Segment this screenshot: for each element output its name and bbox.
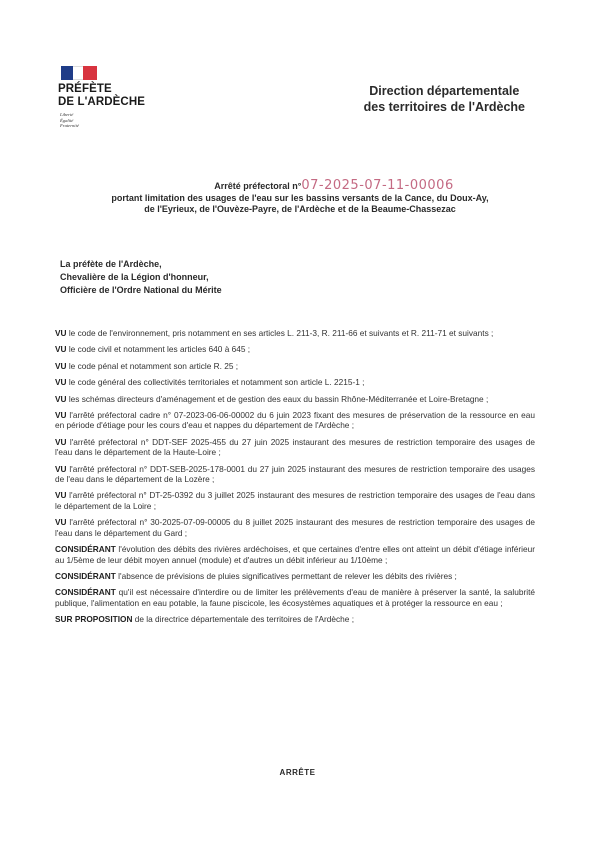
direction-line1: Direction départementale bbox=[369, 84, 520, 98]
paragraph-lead: VU bbox=[55, 377, 67, 388]
paragraph-text: l'arrêté préfectoral cadre n° 07-2023-06-06-00002 du 6 juin 2023 fixant des mesures de préservation de la ressource en eau en période d'étiage pour les cours d'eau et nappes du département de l'Ardèche ; bbox=[55, 410, 535, 431]
vu-paragraph bbox=[55, 377, 535, 387]
signatory-line2: Chevalière de la Légion d'honneur, bbox=[60, 272, 209, 282]
paragraph-lead: CONSIDÉRANT bbox=[55, 570, 116, 581]
proposition-paragraph bbox=[55, 614, 535, 624]
signatory-line3: Officière de l'Ordre National du Mérite bbox=[60, 285, 222, 295]
decree-body bbox=[55, 328, 535, 631]
considerant-paragraph bbox=[55, 544, 535, 565]
paragraph-text: l'arrêté préfectoral n° DT-25-0392 du 3 juillet 2025 instaurant des mesures de restriction temporaire des usages de l'eau dans le département de la Loire ; bbox=[55, 490, 535, 511]
signatory-line1: La préfète de l'Ardèche, bbox=[60, 259, 162, 269]
paragraph-lead: CONSIDÉRANT bbox=[55, 544, 116, 555]
paragraph-lead: VU bbox=[55, 490, 67, 501]
signatory-block bbox=[60, 258, 222, 297]
prefecture-name-line2: DE L'ARDÈCHE bbox=[58, 96, 145, 108]
paragraph-text: le code de l'environnement, pris notamment en ses articles L. 211-3, R. 211-66 et suivants et R. 211-71 et suivants ; bbox=[66, 328, 494, 338]
considerant-paragraph bbox=[55, 571, 535, 581]
paragraph-lead: VU bbox=[55, 360, 67, 371]
issuing-direction bbox=[364, 83, 525, 115]
handwritten-decree-number: 07-2025-07-11-00006 bbox=[301, 178, 454, 193]
paragraph-lead: CONSIDÉRANT bbox=[55, 587, 116, 598]
decree-subject-line1: portant limitation des usages de l'eau sur les bassins versants de la Cance, du Doux-Ay, bbox=[111, 192, 489, 203]
republic-motto bbox=[60, 112, 168, 129]
motto-liberte: Liberté bbox=[60, 112, 74, 117]
paragraph-lead: VU bbox=[55, 517, 67, 528]
vu-paragraph bbox=[55, 361, 535, 371]
vu-paragraph bbox=[55, 437, 535, 458]
vu-paragraph bbox=[55, 328, 535, 338]
paragraph-lead: VU bbox=[55, 410, 67, 421]
decree-title-prefix: Arrêté préfectoral n° bbox=[214, 181, 302, 191]
marianne-flag-icon bbox=[61, 66, 97, 80]
motto-fraternite: Fraternité bbox=[60, 123, 79, 129]
direction-line2: des territoires de l'Ardèche bbox=[363, 100, 525, 114]
motto-egalite: Égalité bbox=[60, 117, 74, 123]
paragraph-lead: VU bbox=[55, 328, 67, 338]
paragraph-text: l'évolution des débits des rivières ardéchoises, et que certaines d'entre elles ont atteint un débit d'étiage inférieur au 1/5ème de leur débit moyen annuel (module) et d'autres un débit inférieur au 1/10ème ; bbox=[55, 544, 535, 565]
vu-paragraph bbox=[55, 410, 535, 431]
paragraph-text: l'arrêté préfectoral n° DDT-SEB-2025-178-0001 du 27 juin 2025 instaurant des mesures de restriction temporaire des usages de l'eau dans le département de la Lozère ; bbox=[55, 463, 535, 485]
vu-paragraph bbox=[55, 490, 535, 511]
paragraph-text: qu'il est nécessaire d'interdire ou de limiter les prélèvements d'eau de manière à préserver la santé, la salubrité publique, l'alimentation en eau potable, la faune piscicole, les écosystèmes aquatiques et à protéger la ressource en eau ; bbox=[55, 587, 535, 608]
prefecture-name-line1: PRÉFÈTE bbox=[58, 83, 112, 95]
vu-paragraph bbox=[55, 464, 535, 485]
paragraph-text: les schémas directeurs d'aménagement et de gestion des eaux du bassin Rhône-Méditerranée et Loire-Bretagne ; bbox=[66, 393, 489, 404]
paragraph-text: le code pénal et notamment son article R. 25 ; bbox=[66, 360, 239, 371]
paragraph-lead: SUR PROPOSITION bbox=[55, 614, 133, 625]
paragraph-text: le code civil et notamment les articles 640 à 645 ; bbox=[66, 344, 251, 355]
prefecture-logo bbox=[58, 66, 168, 129]
paragraph-lead: VU bbox=[55, 393, 67, 404]
paragraph-lead: VU bbox=[55, 344, 67, 355]
paragraph-text: de la directrice départementale des territoires de l'Ardèche ; bbox=[132, 614, 355, 625]
paragraph-text: le code général des collectivités territoriales et notamment son article L. 2215-1 ; bbox=[66, 377, 365, 388]
decree-title bbox=[60, 180, 540, 216]
considerant-paragraph bbox=[55, 587, 535, 608]
decree-number-line bbox=[94, 180, 574, 193]
paragraph-lead: VU bbox=[55, 463, 67, 474]
arrete-heading: ARRÊTE bbox=[279, 768, 316, 777]
decree-subject-line2: de l'Eyrieux, de l'Ouvèze-Payre, de l'Ardèche et de la Beaume-Chassezac bbox=[144, 204, 456, 214]
paragraph-lead: VU bbox=[55, 436, 67, 447]
vu-paragraph bbox=[55, 394, 535, 404]
vu-paragraph bbox=[55, 344, 535, 354]
paragraph-text: l'absence de prévisions de pluies significatives permettant de relever les débits des rivières ; bbox=[115, 570, 457, 581]
paragraph-text: l'arrêté préfectoral n° 30-2025-07-09-00005 du 8 juillet 2025 instaurant des mesures de restriction temporaire des usages de l'eau dans le département du Gard ; bbox=[55, 517, 535, 538]
paragraph-text: l'arrêté préfectoral n° DDT-SEF 2025-455 du 27 juin 2025 instaurant des mesures de restriction temporaire des usages de l'eau dans le département de la Haute-Loire ; bbox=[55, 436, 535, 458]
vu-paragraph bbox=[55, 517, 535, 538]
